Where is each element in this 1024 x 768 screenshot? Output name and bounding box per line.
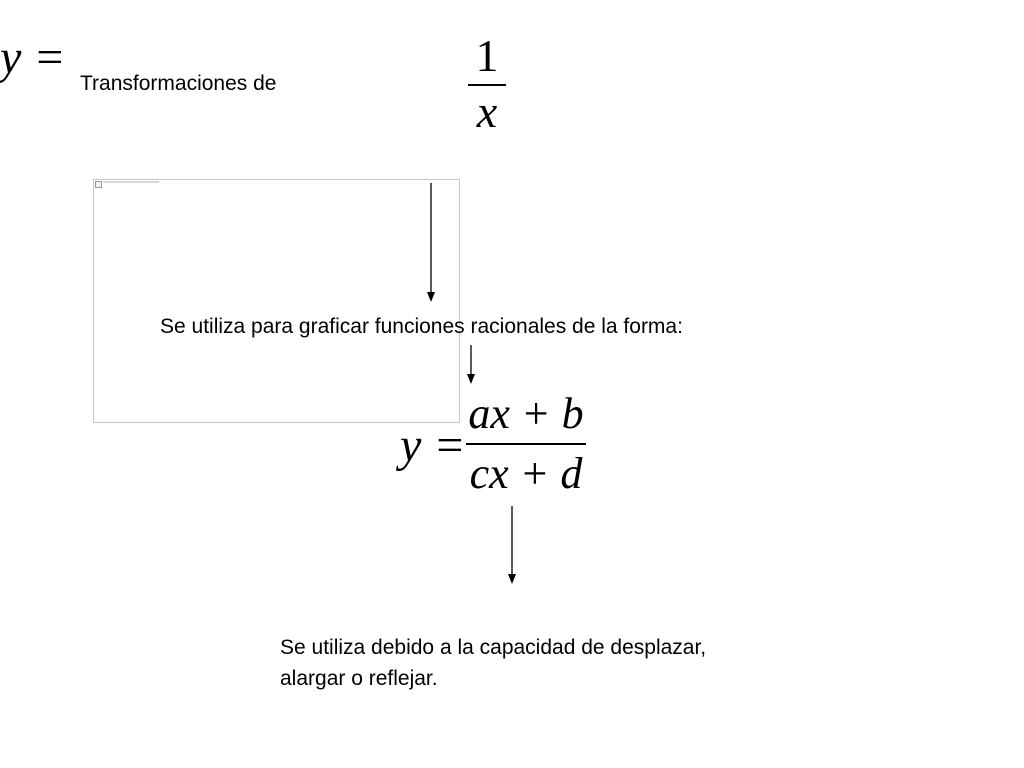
formula-1-denominator: x — [476, 86, 498, 137]
formula-1-fraction — [468, 30, 506, 140]
broken-image-icon — [95, 181, 102, 188]
formula-2-lhs: y = — [400, 419, 466, 472]
formula-2-numerator: ax + b — [468, 389, 584, 438]
embedded-image-placeholder — [93, 179, 460, 423]
slide-text-reason-line-2: alargar o reflejar. — [280, 667, 438, 690]
slide-text-reason — [280, 632, 706, 694]
arrow-down-icon-2 — [467, 345, 475, 384]
image-placeholder-caption — [103, 181, 159, 183]
slide-title-text: Transformaciones de — [80, 72, 277, 95]
formula-2-denominator: cx + d — [469, 449, 583, 498]
formula-1-numerator: 1 — [475, 30, 499, 81]
formula-1-lhs: y = — [0, 31, 66, 84]
formula-2-fraction — [466, 388, 586, 504]
slide-text-usage: Se utiliza para graficar funciones racionales de la forma: — [160, 315, 683, 338]
arrow-down-icon-3 — [508, 506, 516, 584]
formula-2-fraction-bar — [466, 443, 586, 445]
slide-text-reason-line-1: Se utiliza debido a la capacidad de desplazar, — [280, 636, 707, 659]
